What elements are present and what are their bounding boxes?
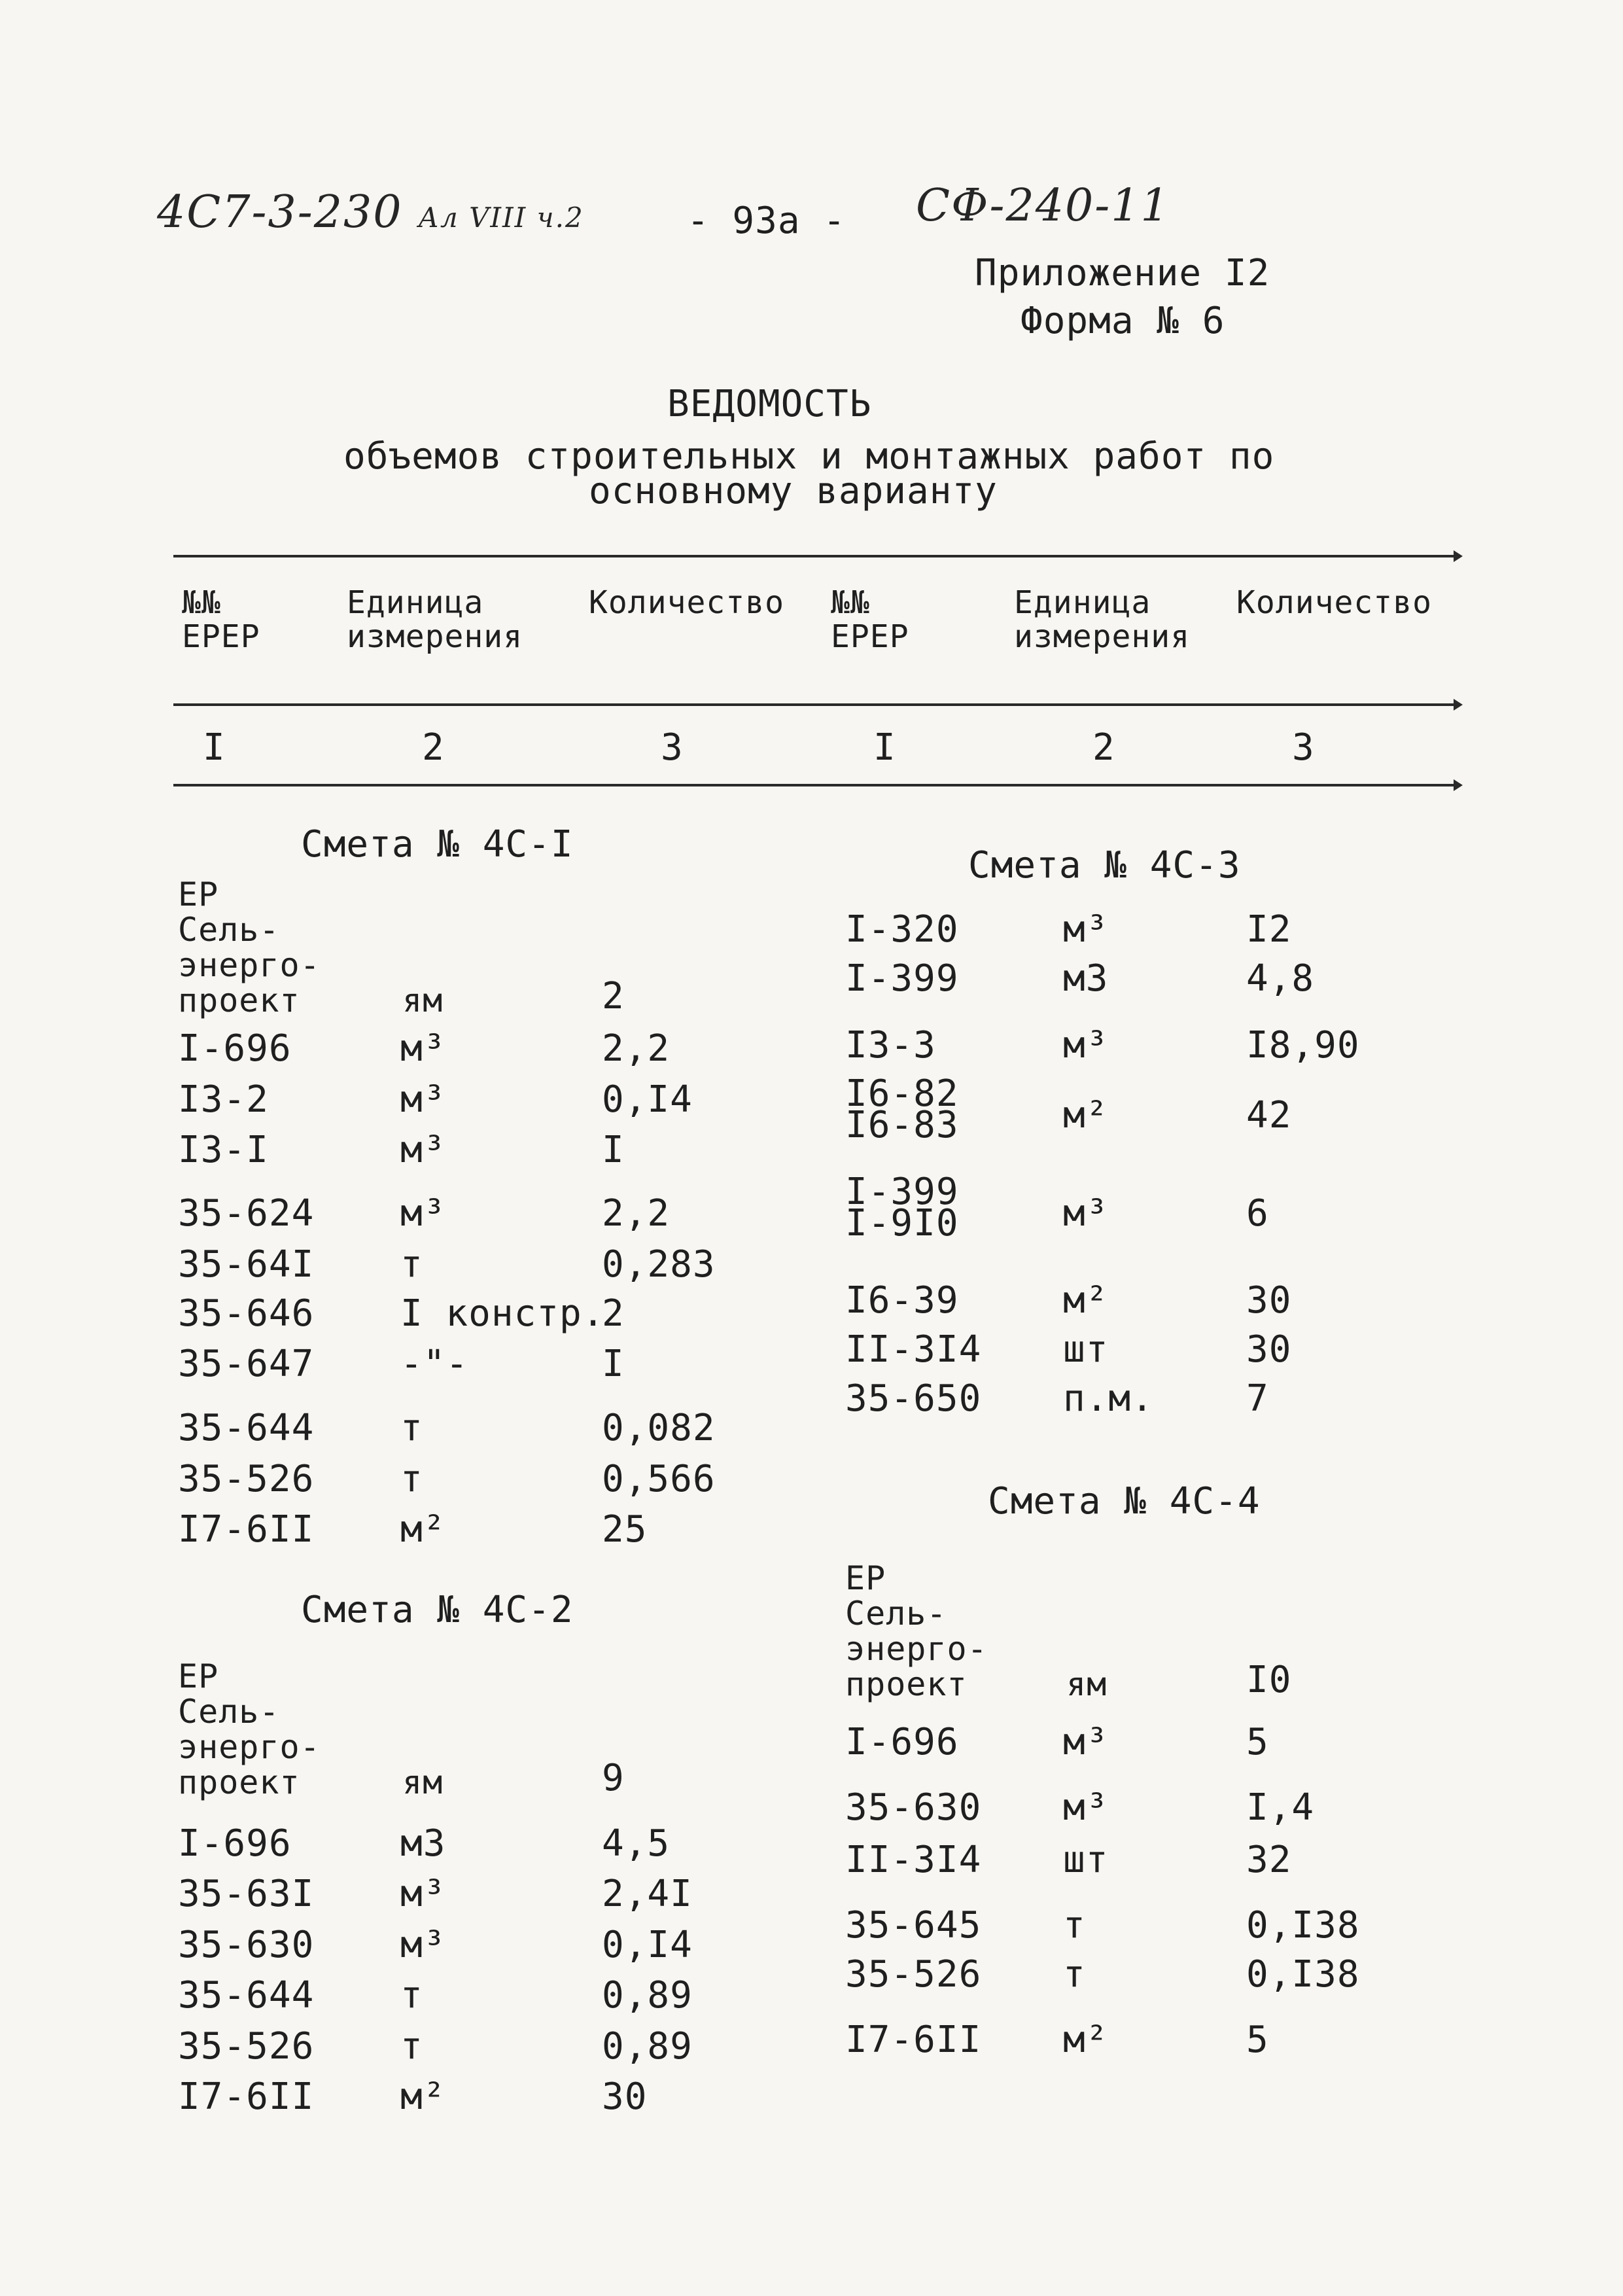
row-qty: I2 xyxy=(1246,908,1292,951)
row-qty: 42 xyxy=(1246,1094,1292,1137)
col-header-5-line1: Единица xyxy=(1014,584,1151,621)
col-header-6-line1: Количество xyxy=(1236,584,1432,621)
smeta-4-org-qty: I0 xyxy=(1246,1659,1292,1701)
row-code: 35-526 xyxy=(845,1953,982,1996)
row-code: II-3I4 xyxy=(845,1839,982,1881)
row-qty: 0,283 xyxy=(602,1243,716,1286)
table-header-rule xyxy=(173,703,1459,706)
row-qty: 0,I38 xyxy=(1246,1904,1360,1947)
row-code: I6-39 xyxy=(845,1279,959,1322)
col-header-3-line1: Количество xyxy=(589,584,784,621)
row-unit: м² xyxy=(400,1508,446,1551)
col-header-2-line2: измерения xyxy=(347,618,523,655)
col-number-5: 2 xyxy=(1092,726,1115,769)
row-unit: м³ xyxy=(400,1078,446,1121)
row-unit: -"- xyxy=(400,1343,469,1385)
row-unit: м² xyxy=(400,2075,446,2118)
row-qty: 0,I38 xyxy=(1246,1953,1360,1996)
smeta-1-org-unit: ям xyxy=(402,981,444,1019)
form-label: Форма № 6 xyxy=(1021,300,1225,342)
row-qty: 2,4I xyxy=(602,1873,693,1915)
row-code: 35-644 xyxy=(178,1974,315,2017)
row-code: I-696 xyxy=(845,1721,959,1763)
col-header-5-line2: измерения xyxy=(1014,618,1191,655)
col-header-4 xyxy=(831,586,909,654)
row-code: 35-650 xyxy=(845,1377,982,1420)
row-qty: I,4 xyxy=(1246,1786,1315,1829)
row-unit: м³ xyxy=(400,1192,446,1235)
row-qty: 5 xyxy=(1246,1721,1269,1763)
appendix-label: Приложение I2 xyxy=(975,252,1270,294)
row-unit: т xyxy=(1063,1904,1086,1947)
row-unit: п.м. xyxy=(1063,1377,1154,1420)
row-qty: 2 xyxy=(602,1292,625,1335)
col-number-3: 3 xyxy=(661,726,684,769)
row-qty: 2,2 xyxy=(602,1192,671,1235)
row-unit: шт xyxy=(1063,1328,1109,1371)
row-code: 35-624 xyxy=(178,1192,315,1235)
row-code: 35-526 xyxy=(178,2025,315,2068)
smeta-4-title: Смета № 4С-4 xyxy=(988,1480,1261,1523)
row-code: 35-630 xyxy=(178,1924,315,1966)
smeta-1-org: ЕР Сель- энерго- проект xyxy=(178,875,321,1019)
col-header-6 xyxy=(1236,586,1432,620)
row-qty: 0,082 xyxy=(602,1407,716,1449)
row-qty: I xyxy=(602,1129,625,1171)
row-unit: м³ xyxy=(400,1873,446,1915)
row-code: I7-6II xyxy=(178,1508,315,1551)
row-code: I-399 xyxy=(845,957,959,1000)
col-number-2: 2 xyxy=(422,726,445,769)
row-unit: м³ xyxy=(400,1027,446,1070)
smeta-2-org: ЕР Сель- энерго- проект xyxy=(178,1657,321,1801)
handwritten-doc-code xyxy=(157,186,584,238)
row-qty: 0,I4 xyxy=(602,1078,693,1121)
col-header-1-line1: №№ xyxy=(182,584,221,621)
row-code: 35-647 xyxy=(178,1343,315,1385)
row-code: I-320 xyxy=(845,908,959,951)
row-code: I3-I xyxy=(178,1129,269,1171)
row-code: 35-646 xyxy=(178,1292,315,1335)
handwritten-code-main: 4С7-3-230 xyxy=(157,186,403,238)
row-code: 35-64I xyxy=(178,1243,315,1286)
col-header-5 xyxy=(1014,586,1190,654)
row-code: I7-6II xyxy=(178,2075,315,2118)
row-unit: т xyxy=(400,1243,423,1286)
row-qty: 4,5 xyxy=(602,1822,671,1865)
row-qty: 25 xyxy=(602,1508,648,1551)
row-unit: т xyxy=(400,1974,423,2017)
row-unit: т xyxy=(400,1458,423,1500)
col-number-4: I xyxy=(873,726,896,769)
row-unit: м² xyxy=(1063,2019,1109,2061)
row-unit: т xyxy=(1063,1953,1086,1996)
row-unit: м² xyxy=(1063,1279,1109,1322)
smeta-4-org: ЕР Сель- энерго- проект xyxy=(845,1559,988,1703)
row-qty: 6 xyxy=(1246,1192,1269,1235)
col-header-2 xyxy=(347,586,523,654)
row-qty: I xyxy=(602,1343,625,1385)
col-header-3 xyxy=(589,586,784,620)
row-code: I-399 I-9I0 xyxy=(845,1171,959,1245)
handwritten-code-sub: Ал VIII ч.2 xyxy=(418,202,584,234)
row-unit: м³ xyxy=(400,1924,446,1966)
document-subtitle-line2: основному варианту xyxy=(589,470,998,512)
row-qty: I8,90 xyxy=(1246,1024,1360,1067)
smeta-2-title: Смета № 4С-2 xyxy=(301,1589,574,1631)
row-code: I-696 xyxy=(178,1822,292,1865)
row-unit: м³ xyxy=(1063,1786,1109,1829)
document-title: ВЕДОМОСТЬ xyxy=(667,383,872,425)
col-header-4-line2: ЕРЕР xyxy=(831,618,909,655)
row-qty: 7 xyxy=(1246,1377,1269,1420)
row-unit: м³ xyxy=(1063,1721,1109,1763)
row-code: I3-2 xyxy=(178,1078,269,1121)
col-number-6: 3 xyxy=(1292,726,1315,769)
smeta-2-org-qty: 9 xyxy=(602,1757,625,1799)
row-unit: м3 xyxy=(1063,957,1109,1000)
row-qty: 30 xyxy=(1246,1279,1292,1322)
row-qty: 4,8 xyxy=(1246,957,1315,1000)
smeta-1-org-qty: 2 xyxy=(602,975,625,1017)
table-top-rule xyxy=(173,555,1459,557)
row-qty: 0,89 xyxy=(602,1974,693,2017)
smeta-2-org-unit: ям xyxy=(402,1763,444,1801)
row-qty: 0,I4 xyxy=(602,1924,693,1966)
row-code: 35-630 xyxy=(845,1786,982,1829)
row-unit: м³ xyxy=(400,1129,446,1171)
row-qty: 2,2 xyxy=(602,1027,671,1070)
row-qty: 30 xyxy=(602,2075,648,2118)
smeta-3-title: Смета № 4С-3 xyxy=(968,844,1241,887)
row-unit: м² xyxy=(1063,1094,1109,1137)
col-number-1: I xyxy=(203,726,226,769)
row-qty: 32 xyxy=(1246,1839,1292,1881)
smeta-1-title: Смета № 4С-I xyxy=(301,823,574,866)
row-code: 35-644 xyxy=(178,1407,315,1449)
page-number: - 93а - xyxy=(687,200,846,242)
col-header-1 xyxy=(182,586,260,654)
row-qty: 5 xyxy=(1246,2019,1269,2061)
row-code: 35-526 xyxy=(178,1458,315,1500)
row-code: 35-645 xyxy=(845,1904,982,1947)
row-unit: т xyxy=(400,1407,423,1449)
row-qty: 30 xyxy=(1246,1328,1292,1371)
row-unit: шт xyxy=(1063,1839,1109,1881)
smeta-4-org-unit: ям xyxy=(1066,1665,1108,1703)
table-columns-rule xyxy=(173,784,1459,786)
row-code: I6-82 I6-83 xyxy=(845,1072,959,1146)
col-header-4-line1: №№ xyxy=(831,584,870,621)
row-code: 35-63I xyxy=(178,1873,315,1915)
row-qty: 0,89 xyxy=(602,2025,693,2068)
row-unit: м³ xyxy=(1063,1192,1109,1235)
row-unit: м³ xyxy=(1063,1024,1109,1067)
row-code: II-3I4 xyxy=(845,1328,982,1371)
row-unit: I констр. xyxy=(400,1292,605,1335)
row-qty: 0,566 xyxy=(602,1458,716,1500)
row-code: I3-3 xyxy=(845,1024,936,1067)
row-code: I7-6II xyxy=(845,2019,982,2061)
row-code: I-696 xyxy=(178,1027,292,1070)
row-unit: м³ xyxy=(1063,908,1109,951)
document-subtitle-line1: объемов строительных и монтажных работ по xyxy=(343,435,1275,478)
handwritten-form-code: СФ-240-11 xyxy=(916,180,1170,232)
col-header-1-line2: ЕРЕР xyxy=(182,618,260,655)
row-unit: т xyxy=(400,2025,423,2068)
col-header-2-line1: Единица xyxy=(347,584,484,621)
row-unit: м3 xyxy=(400,1822,446,1865)
